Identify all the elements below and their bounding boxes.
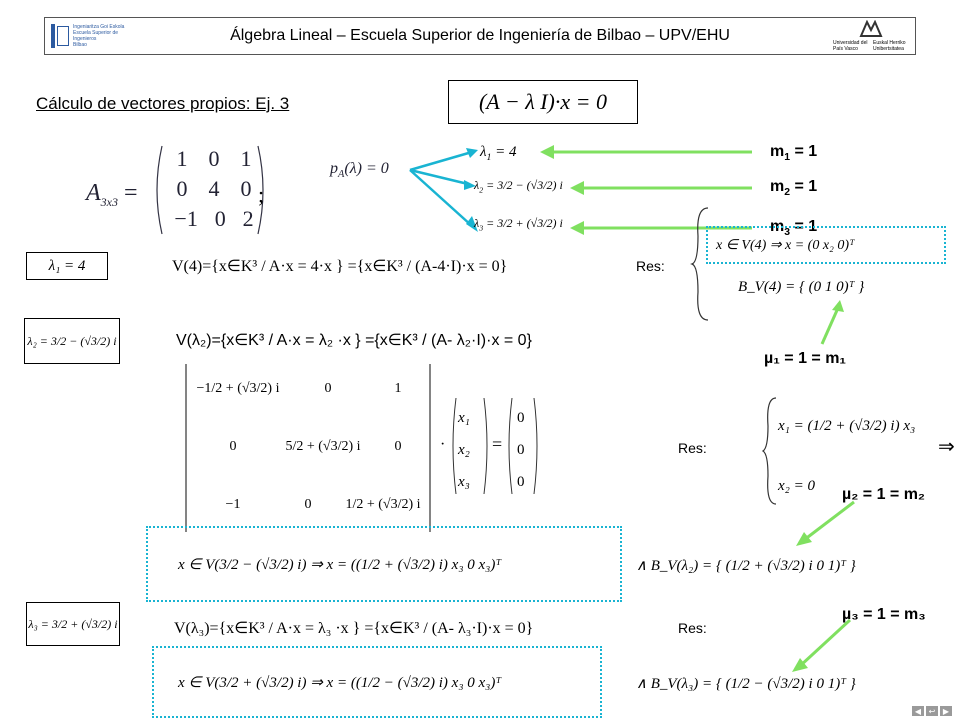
vector-zero-entry: 0 xyxy=(517,474,525,490)
matrix2-cell: 0 xyxy=(304,497,312,512)
green-arrows xyxy=(540,140,770,240)
brace-case2 xyxy=(762,396,778,506)
case1-basis: B_V(4) = { (0 1 0)ᵀ } xyxy=(738,279,865,295)
matrix-a-minus-lambda2 xyxy=(178,360,438,536)
system-line-2: x₂ = 0 xyxy=(778,478,815,494)
matrix2-cell: −1 xyxy=(225,497,241,512)
ehu-logo-right xyxy=(833,20,909,52)
mu3-arrow xyxy=(786,616,856,676)
matrix-a-cell: 2 xyxy=(242,206,254,231)
matrix2-cell: 1/2 + (√3/2) i xyxy=(345,497,421,512)
res-label-1: Res: xyxy=(636,258,665,274)
eigenspace-v-lambda3: V(λ₃)={x∈K³ / A·x = λ₃ ·x } ={x∈K³ / (A- λ₃·I)·x = 0} xyxy=(174,620,534,637)
multiplicity-2: $m_2 = 1$ xyxy=(770,178,818,199)
mu-1: µ₁ = 1 = m₁ xyxy=(764,350,847,367)
mu1-arrow xyxy=(816,298,846,348)
prev-icon: ◀ xyxy=(914,706,922,716)
matrix-a-cell: 0 xyxy=(176,176,188,201)
matrix-a-sub: 3x3 xyxy=(100,194,118,209)
multiplicity-3: $m_3 = 1$ xyxy=(770,218,818,239)
case2-basis: ∧ B_V(λ₂) = { (1/2 + (√3/2) i 0 1)ᵀ } xyxy=(636,558,856,574)
matrix2-cell: 5/2 + (√3/2) i xyxy=(285,439,361,454)
brace-case1 xyxy=(690,206,710,322)
dot-operator: · xyxy=(440,436,446,453)
mu-2: µ₂ = 1 = m₂ xyxy=(842,486,926,503)
page-title: Álgebra Lineal – Escuela Superior de Ingeniería de Bilbao – UPV/EHU xyxy=(230,27,730,44)
matrix-a: $A_{3x3}$ = 1 0 1 0 4 0 −1 0 2 ; xyxy=(86,140,286,240)
res-label-2: Res: xyxy=(678,440,707,456)
nav-buttons xyxy=(912,706,952,716)
equation-box: (A − λ I)·x = 0 xyxy=(448,80,638,124)
matrix-a-cell: 0 xyxy=(214,206,226,231)
vector-zero-entry: 0 xyxy=(517,410,525,426)
matrix2-cell: 0 xyxy=(229,439,237,454)
lambda1-box: λ₁ = 4 xyxy=(26,252,108,280)
eigenspace-v-lambda2: V(λ₂)={x∈K³ / A·x = λ₂ ·x } ={x∈K³ / (A- λ₂·I)·x = 0} xyxy=(176,332,532,349)
case3-result-box: x ∈ V(3/2 + (√3/2) i) ⇒ x = ((1/2 − (√3/2) i) x₃ 0 x₃)ᵀ xyxy=(152,646,602,718)
matrix2-cell: 0 xyxy=(324,381,332,396)
matrix2-cell: 0 xyxy=(394,439,402,454)
implies-arrow: ⇒ xyxy=(938,436,955,458)
eigenvalue-1: $\lambda_1 = 4$ xyxy=(480,144,517,163)
vector-x-entry: x₁ xyxy=(458,410,470,426)
prev-slide-button[interactable] xyxy=(912,706,924,716)
equals-sign: = xyxy=(492,434,503,454)
header-bar xyxy=(44,17,916,55)
logo-left-line: Bilbao xyxy=(73,42,87,48)
matrix-a-cell: −1 xyxy=(174,206,198,231)
vector-x-brackets xyxy=(450,396,490,496)
case3-basis: ∧ B_V(λ₃) = { (1/2 − (√3/2) i 0 1)ᵀ } xyxy=(636,676,856,692)
next-slide-button[interactable] xyxy=(940,706,952,716)
logo-left-line: Escuela Superior de Ingenieros xyxy=(73,30,119,42)
res-label-3: Res: xyxy=(678,620,707,636)
multiplicity-1: $m_1 = 1$ xyxy=(770,143,818,164)
logo-right-line: Universidad del País Vasco xyxy=(833,40,868,52)
matrix-a-cell: 4 xyxy=(208,176,220,201)
system-line-1: x₁ = (1/2 + (√3/2) i) x₃ xyxy=(778,418,916,434)
matrix2-cell: 1 xyxy=(394,381,402,396)
back-icon: ↩ xyxy=(928,706,936,716)
eigenvalue-2: $\lambda_2 = 3/2 - (√3/2)$ i xyxy=(474,178,563,195)
mu2-arrow xyxy=(790,498,860,548)
matrix-a-cell: 0 xyxy=(240,176,252,201)
vector-x xyxy=(450,396,490,496)
eigenspace-v4: V(4)={x∈K³ / A·x = 4·x } ={x∈K³ / (A-4·I)·x = 0} xyxy=(172,258,508,275)
ehu-emblem-icon xyxy=(859,20,883,38)
lambda2-box: λ₂ = 3/2 − (√3/2) i xyxy=(24,318,120,364)
case2-result-box: x ∈ V(3/2 − (√3/2) i) ⇒ x = ((1/2 + (√3/2) i) x₃ 0 x₃)ᵀ xyxy=(146,526,622,602)
vector-zero-entry: 0 xyxy=(517,442,525,458)
matrix-a-trail: ; xyxy=(258,182,265,207)
matrix-a-cell: 1 xyxy=(240,146,252,171)
mu-3: µ₃ = 1 = m₃ xyxy=(842,606,926,623)
logo-right-line: Euskal Herriko Unibertsitatea xyxy=(873,40,906,52)
char-poly: $p_A(\lambda) = 0$ xyxy=(330,160,389,181)
matrix2-cell: −1/2 + (√3/2) i xyxy=(196,381,280,396)
vector-zero xyxy=(506,396,540,496)
matrix-a-cell: 1 xyxy=(176,146,188,171)
vector-x-entry: x₃ xyxy=(458,474,470,490)
next-icon: ▶ xyxy=(942,706,950,716)
logo-left-line: Ingeniaritza Goi Eskola xyxy=(73,24,125,30)
section-title: Cálculo de vectores propios: Ej. 3 xyxy=(36,94,290,113)
lambda3-box: λ₃ = 3/2 + (√3/2) i xyxy=(26,602,120,646)
matrix-a-label: A xyxy=(86,180,101,206)
matrix-a-cell: 0 xyxy=(208,146,220,171)
vector-x-entry: x₂ xyxy=(458,442,470,458)
eigenvalue-3: $\lambda_3 = 3/2 + (√3/2)$ i xyxy=(474,216,563,233)
back-slide-button[interactable] xyxy=(926,706,938,716)
case1-result-box: x ∈ V(4) ⇒ x = (0 x₂ 0)ᵀ xyxy=(706,226,946,264)
